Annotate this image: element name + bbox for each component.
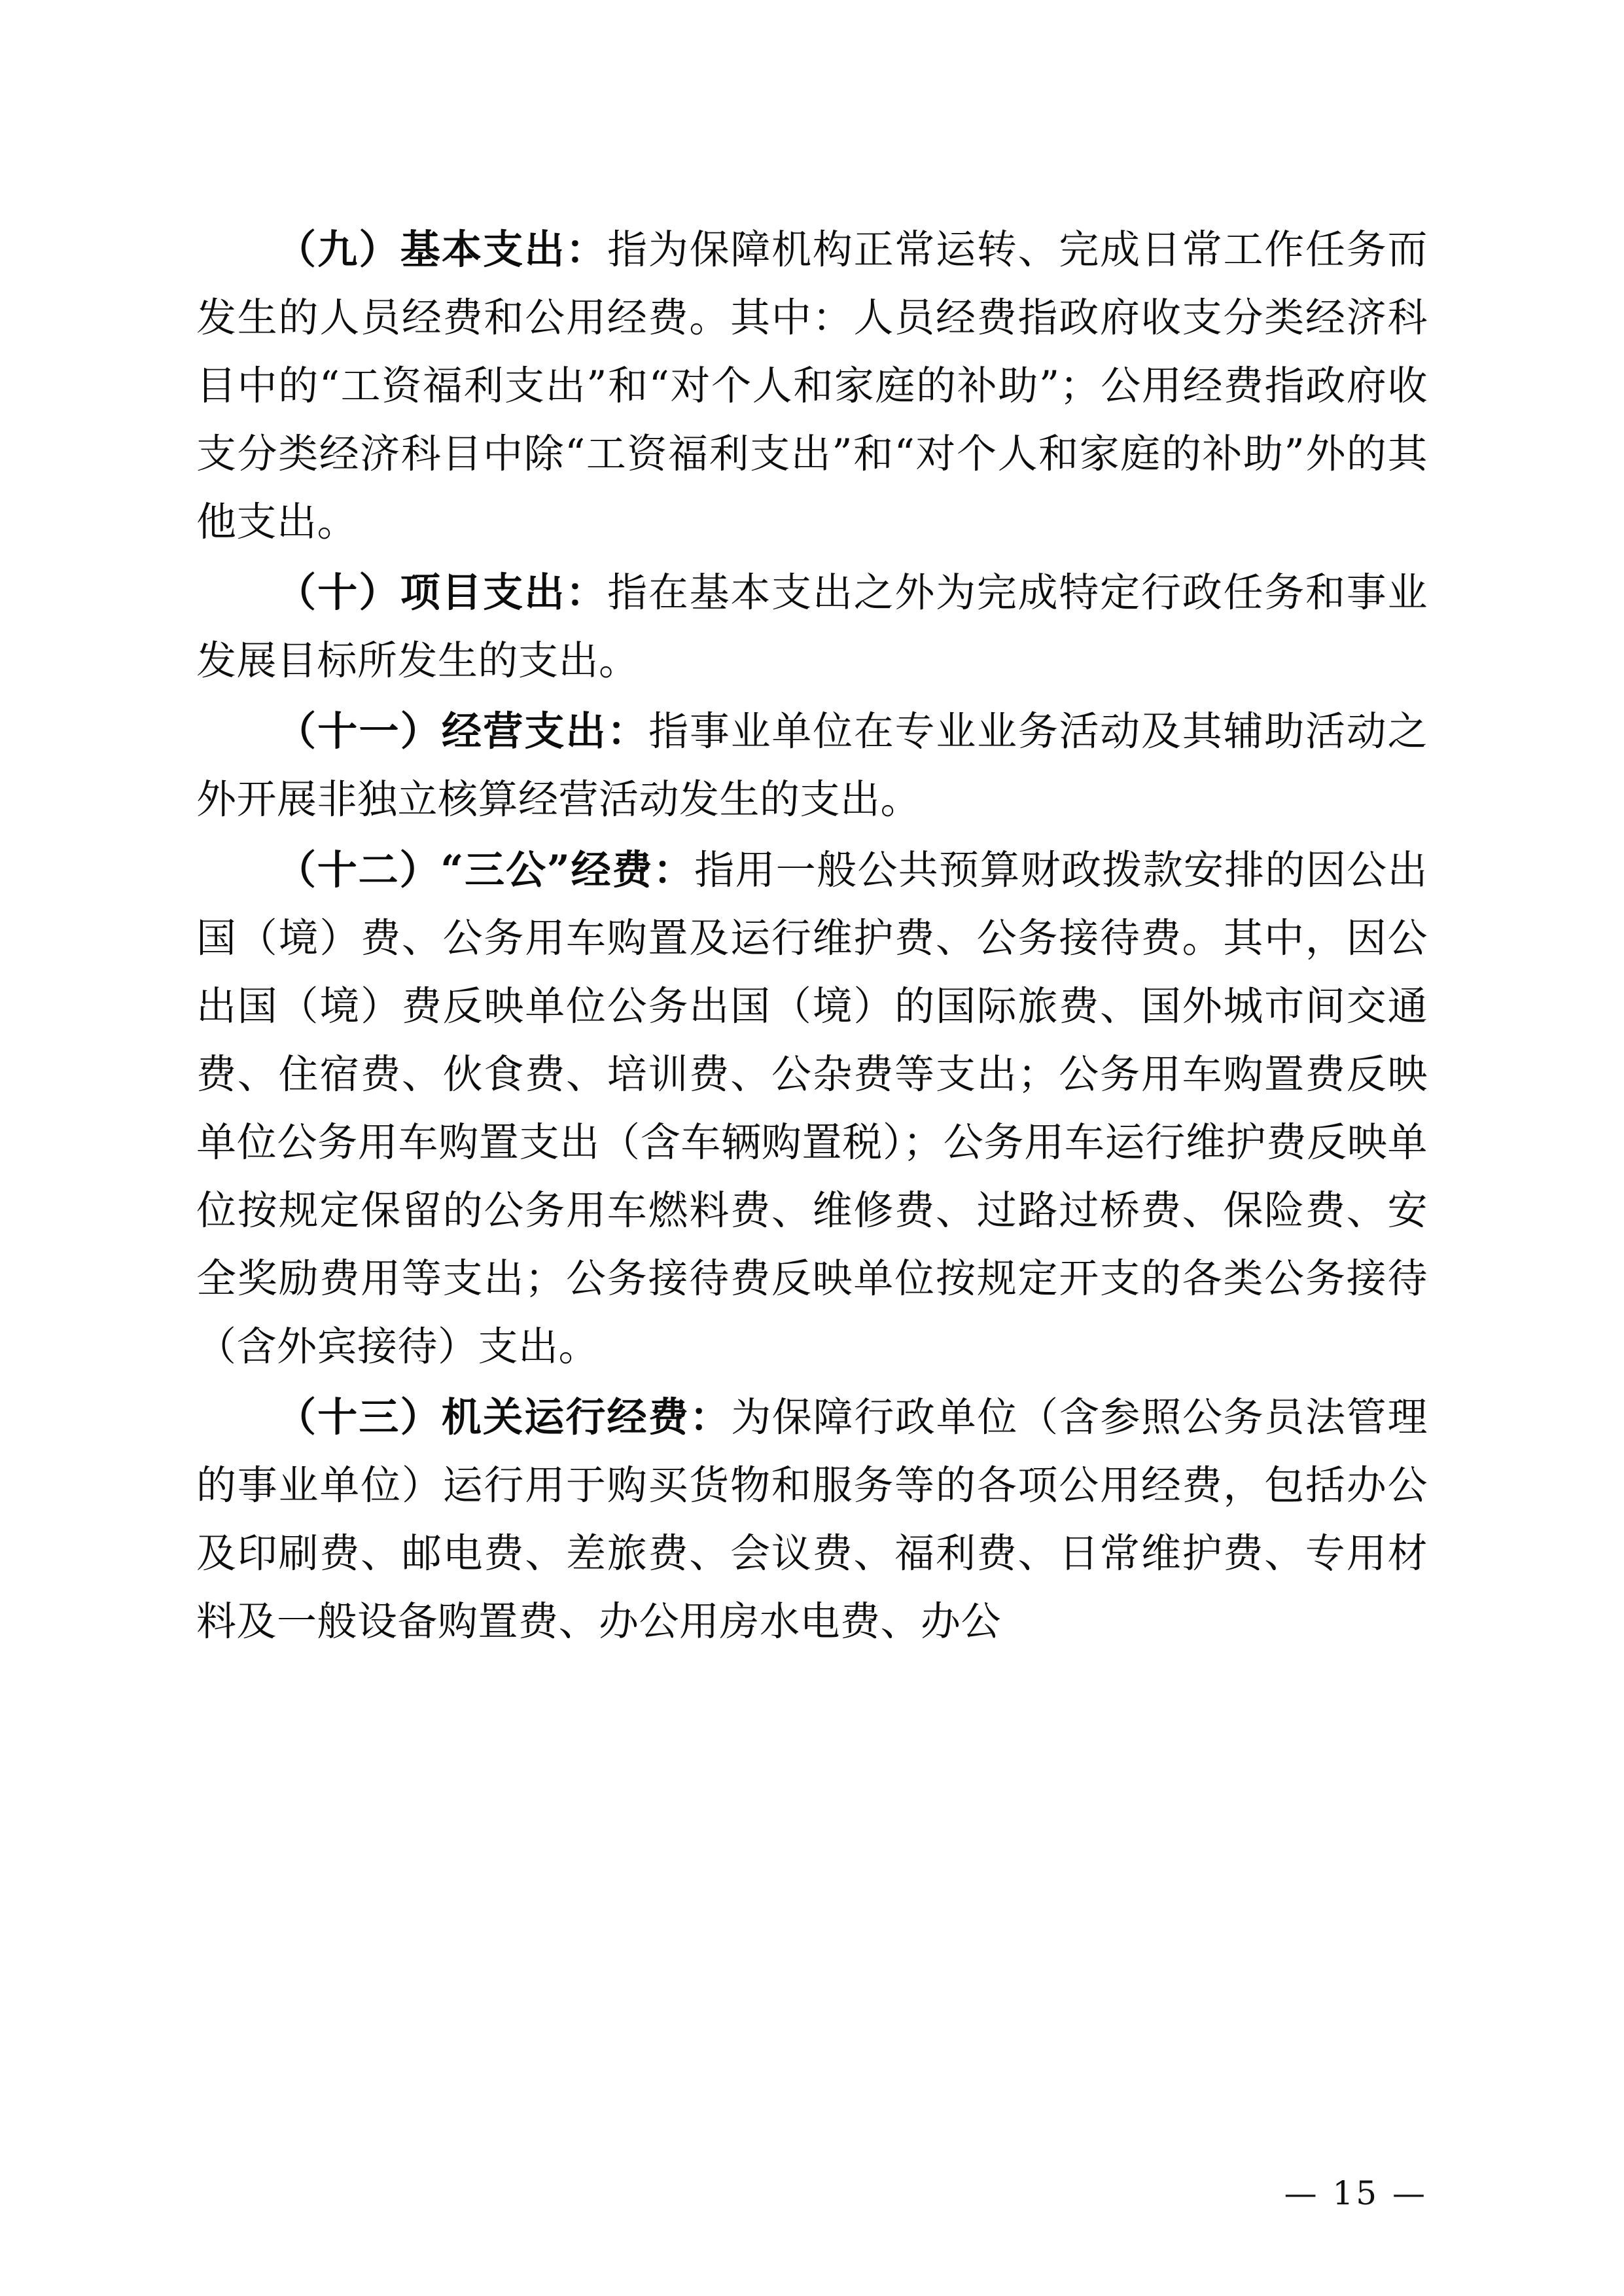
paragraph-ten-text: 指在基本支出之外为完成特定行政任务和事业发展目标所发生的支出。	[196, 569, 1428, 684]
paragraph-twelve-lead: （十二）“三公”经费：	[276, 847, 695, 893]
paragraph-nine	[196, 216, 1428, 556]
paragraph-eleven	[196, 698, 1428, 834]
paragraph-eleven-lead: （十一）经营支出：	[276, 708, 649, 755]
paragraph-eleven-text: 指事业单位在专业业务活动及其辅助活动之外开展非独立核算经营活动发生的支出。	[196, 708, 1428, 823]
paragraph-nine-text: 指为保障机构正常运转、完成日常工作任务而发生的人员经费和公用经费。其中：人员经费指政府收支分类经济科目中的“工资福利支出”和“对个人和家庭的补助”；公用经费指政府收支分类经济科目中除“工资福利支出”和“对个人和家庭的补助”外的其他支出。	[196, 226, 1428, 545]
paragraph-thirteen	[196, 1384, 1428, 1656]
paragraph-twelve	[196, 836, 1428, 1381]
paragraph-ten	[196, 559, 1428, 695]
paragraph-nine-lead: （九）基本支出：	[276, 226, 608, 273]
paragraph-ten-lead: （十）项目支出：	[276, 569, 608, 616]
paragraph-thirteen-lead: （十三）机关运行经费：	[276, 1394, 732, 1441]
document-body	[196, 216, 1428, 1656]
page-number: — 15 —	[1284, 2174, 1428, 2212]
paragraph-twelve-text: 指用一般公共预算财政拨款安排的因公出国（境）费、公务用车购置及运行维护费、公务接待费。其中，因公出国（境）费反映单位公务出国（境）的国际旅费、国外城市间交通费、住宿费、伙食费、培训费、公杂费等支出；公务用车购置费反映单位公务用车购置支出（含车辆购置税）；公务用车运行维护费反映单位按规定保留的公务用车燃料费、维修费、过路过桥费、保险费、安全奖励费用等支出；公务接待费反映单位按规定开支的各类公务接待（含外宾接待）支出。	[196, 847, 1428, 1370]
paragraph-thirteen-text: 为保障行政单位（含参照公务员法管理的事业单位）运行用于购买货物和服务等的各项公用经费，包括办公及印刷费、邮电费、差旅费、会议费、福利费、日常维护费、专用材料及一般设备购置费、办公用房水电费、办公	[196, 1394, 1428, 1645]
